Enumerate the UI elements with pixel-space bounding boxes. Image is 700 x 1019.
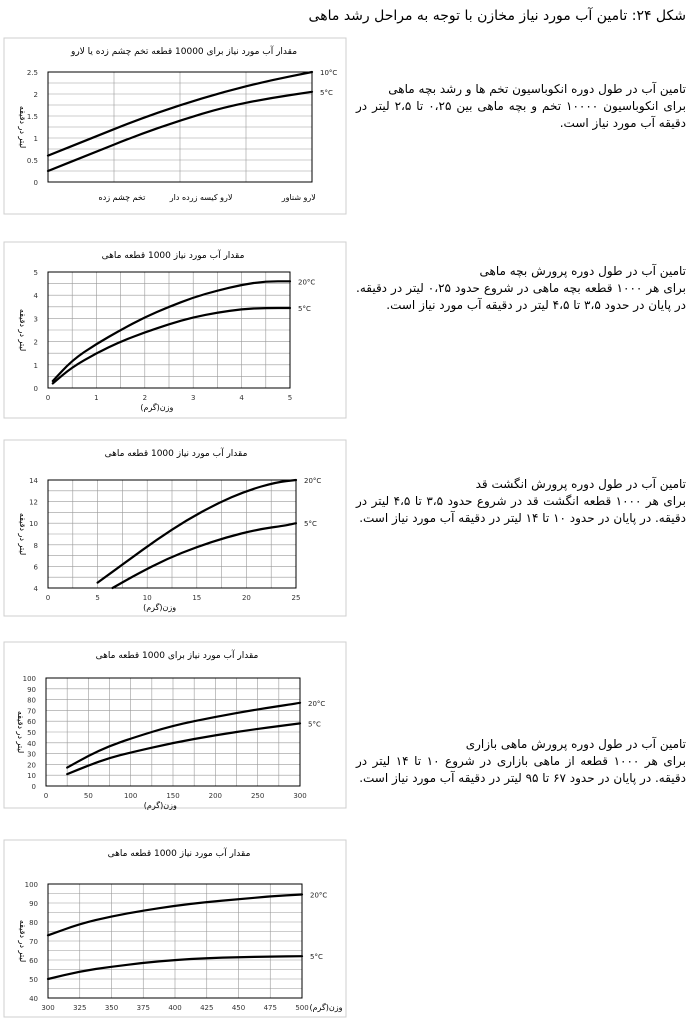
x-tick-label: 2 bbox=[142, 394, 148, 402]
description-body: برای هر ۱۰۰۰ قطعه از ماهی بازاری در شروع ۱۰ تا ۱۴ لیتر در دقیقه. در پایان در حدود ۶۷ تا ۹۵ لیتر در دقیقه آب مورد نیاز است. bbox=[356, 754, 687, 785]
series-label: 5°C bbox=[304, 520, 317, 529]
y-tick-label: 1.5 bbox=[26, 113, 38, 121]
y-tick-label: 1 bbox=[33, 135, 38, 143]
y-tick-label: 4 bbox=[33, 585, 38, 593]
series-label: 5°C bbox=[298, 304, 311, 313]
y-tick-label: 100 bbox=[24, 881, 38, 889]
y-tick-label: 10 bbox=[27, 772, 36, 781]
description-heading: تامین آب در طول دوره پرورش ماهی بازاری bbox=[465, 737, 686, 751]
x-stage-label: تخم چشم زده bbox=[98, 193, 146, 202]
y-tick-label: 3 bbox=[33, 315, 38, 324]
series-label: 20°C bbox=[310, 891, 328, 900]
chart-eyed-egg-larva bbox=[0, 36, 350, 216]
y-tick-label: 5 bbox=[33, 269, 38, 277]
y-tick-label: 0.5 bbox=[26, 157, 38, 165]
y-axis-label: لیتر در دقیقه bbox=[18, 919, 27, 963]
y-tick-label: 70 bbox=[29, 938, 38, 946]
chart-panel-1 bbox=[0, 36, 350, 216]
y-tick-label: 0 bbox=[33, 179, 38, 187]
x-stage-label: لارو کیسه زرده دار bbox=[169, 193, 233, 202]
y-tick-label: 2 bbox=[33, 91, 38, 99]
y-axis-label: لیتر در دقیقه bbox=[18, 308, 27, 352]
chart-title: مقدار آب مورد نیاز برای 10000 قطعه تخم چشم زده یا لارو bbox=[70, 47, 298, 57]
chart-fry bbox=[0, 240, 350, 420]
x-tick-label: 4 bbox=[239, 394, 244, 402]
y-tick-label: 60 bbox=[27, 718, 36, 727]
y-tick-label: 90 bbox=[29, 900, 38, 908]
chart-title: مقدار آب مورد نیاز برای 1000 قطعه ماهی bbox=[95, 651, 259, 661]
chart-panel-4 bbox=[0, 640, 350, 810]
chart-large-fish bbox=[0, 838, 350, 1019]
x-axis-label: وزن(گرم) bbox=[309, 1003, 343, 1012]
x-tick-label: 15 bbox=[192, 594, 202, 602]
y-tick-label: 30 bbox=[27, 750, 36, 759]
x-tick-label: 300 bbox=[293, 792, 307, 800]
y-tick-label: 14 bbox=[29, 477, 38, 485]
x-stage-label: لارو شناور bbox=[281, 193, 316, 202]
chart-market-fish bbox=[0, 640, 350, 810]
x-tick-label: 20 bbox=[241, 594, 251, 602]
y-tick-label: 40 bbox=[29, 995, 38, 1003]
chart-title: مقدار آب مورد نیاز 1000 قطعه ماهی bbox=[107, 849, 251, 859]
series-label: 20°C bbox=[308, 699, 326, 708]
description-1 bbox=[356, 81, 686, 132]
chart-fingerling bbox=[0, 438, 350, 618]
y-tick-label: 2.5 bbox=[26, 69, 38, 77]
y-tick-label: 60 bbox=[29, 957, 38, 965]
y-axis-label: لیتر در دقیقه bbox=[16, 710, 25, 754]
x-tick-label: 475 bbox=[263, 1004, 277, 1012]
y-tick-label: 6 bbox=[33, 563, 38, 572]
y-tick-label: 50 bbox=[29, 976, 38, 984]
series-label: 5°C bbox=[310, 953, 323, 962]
x-tick-label: 150 bbox=[166, 792, 180, 800]
x-tick-label: 450 bbox=[231, 1004, 246, 1012]
series-label: 20°C bbox=[304, 477, 322, 485]
x-tick-label: 5 bbox=[95, 594, 100, 602]
y-tick-label: 4 bbox=[33, 292, 38, 301]
series-label: 10°C bbox=[320, 69, 338, 77]
description-body: برای هر ۱۰۰۰ قطعه انگشت قد در شروع حدود ۳،۵ تا ۴،۵ لیتر در دقیقه. در پایان در حدود ۱۰ تا ۱۴ لیتر در دقیقه آب مورد نیاز است. bbox=[356, 494, 687, 525]
chart-panel-3 bbox=[0, 438, 350, 618]
y-tick-label: 10 bbox=[29, 520, 38, 529]
x-tick-label: 375 bbox=[136, 1004, 150, 1012]
y-tick-label: 80 bbox=[29, 919, 38, 927]
y-tick-label: 70 bbox=[27, 707, 36, 716]
x-tick-label: 0 bbox=[45, 594, 51, 602]
x-tick-label: 3 bbox=[190, 394, 196, 402]
chart-title: مقدار آب مورد نیاز 1000 قطعه ماهی bbox=[104, 449, 248, 459]
y-axis-label: لیتر در دقیقه bbox=[18, 105, 27, 149]
y-tick-label: 2 bbox=[33, 338, 38, 347]
series-label: 5°C bbox=[308, 720, 321, 729]
series-label: 20°C bbox=[298, 278, 316, 287]
chart-title: مقدار آب مورد نیاز 1000 قطعه ماهی bbox=[101, 251, 245, 261]
description-heading: تامین آب در طول دوره پرورش بچه ماهی bbox=[479, 264, 686, 278]
x-tick-label: 325 bbox=[73, 1004, 87, 1012]
figure-title: شکل ۲۴: تامین آب مورد نیاز مخازن با توجه به مراحل رشد ماهی bbox=[308, 8, 686, 24]
x-tick-label: 5 bbox=[287, 394, 293, 402]
chart-panel-5 bbox=[0, 838, 350, 1019]
y-tick-label: 12 bbox=[29, 498, 38, 507]
x-tick-label: 500 bbox=[295, 1004, 309, 1012]
description-4 bbox=[356, 736, 686, 787]
y-tick-label: 50 bbox=[27, 729, 36, 737]
y-tick-label: 40 bbox=[27, 739, 36, 748]
x-axis-label: وزن(گرم) bbox=[140, 403, 174, 412]
x-tick-label: 25 bbox=[291, 594, 301, 602]
y-tick-label: 1 bbox=[33, 361, 38, 370]
description-2 bbox=[356, 263, 686, 314]
chart-panel-2 bbox=[0, 240, 350, 420]
x-tick-label: 400 bbox=[168, 1004, 182, 1012]
series-line-warm bbox=[53, 281, 290, 381]
panel-frame bbox=[4, 38, 346, 214]
x-axis-label: وزن(گرم) bbox=[143, 801, 177, 810]
y-tick-label: 0 bbox=[33, 385, 38, 393]
x-tick-label: 1 bbox=[94, 394, 99, 402]
description-3 bbox=[356, 476, 686, 527]
x-tick-label: 300 bbox=[41, 1004, 55, 1012]
series-label: 5°C bbox=[320, 88, 333, 97]
x-tick-label: 425 bbox=[200, 1004, 214, 1012]
description-heading: تامین آب در طول دوره انکوباسیون تخم ها و رشد بچه ماهی bbox=[388, 82, 686, 96]
y-tick-label: 100 bbox=[22, 675, 36, 683]
series-line-cold bbox=[53, 308, 290, 383]
x-tick-label: 10 bbox=[142, 594, 152, 602]
description-heading: تامین آب در طول دوره پرورش انگشت قد bbox=[475, 477, 686, 491]
x-tick-label: 200 bbox=[208, 792, 223, 800]
x-tick-label: 50 bbox=[83, 792, 93, 800]
description-body: برای هر ۱۰۰۰ قطعه بچه ماهی در شروع حدود ۰،۲۵ لیتر در دقیقه. در پایان در حدود ۳،۵ تا ۴،۵ لیتر در دقیقه آب مورد نیاز است. bbox=[356, 281, 687, 312]
x-tick-label: 100 bbox=[123, 792, 138, 800]
x-axis-label: وزن(گرم) bbox=[143, 603, 177, 612]
series-line-warm bbox=[67, 703, 300, 768]
x-tick-label: 0 bbox=[43, 792, 49, 800]
y-axis-label: لیتر در دقیقه bbox=[18, 512, 27, 556]
y-tick-label: 80 bbox=[27, 696, 36, 705]
y-tick-label: 20 bbox=[27, 761, 36, 770]
y-tick-label: 0 bbox=[31, 783, 36, 791]
x-tick-label: 250 bbox=[250, 792, 265, 800]
y-tick-label: 8 bbox=[33, 541, 38, 550]
y-tick-label: 90 bbox=[27, 685, 36, 694]
description-body: برای انکوباسیون ۱۰۰۰۰ تخم و بچه ماهی بین ۰،۲۵ تا ۲،۵ لیتر در دقیقه آب مورد نیاز است. bbox=[356, 99, 687, 130]
x-tick-label: 0 bbox=[45, 394, 51, 402]
x-tick-label: 350 bbox=[104, 1004, 119, 1012]
